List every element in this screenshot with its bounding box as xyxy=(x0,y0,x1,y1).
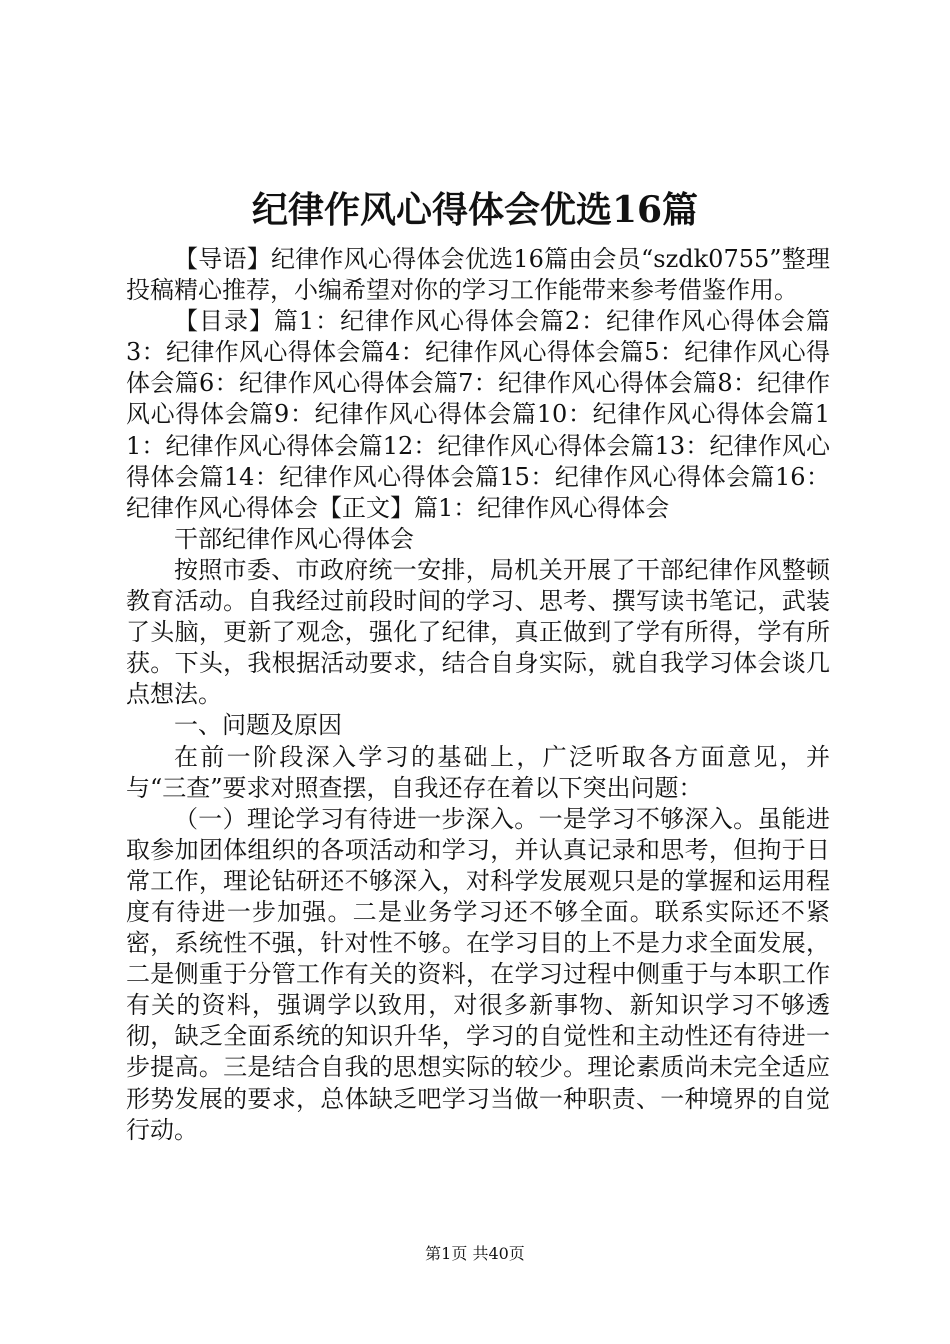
section-heading: 干部纪律作风心得体会 xyxy=(174,524,414,553)
body-paragraph: 按照市委、市政府统一安排，局机关开展了干部纪律作风整顿教育活动。自我经过前段时间的学习、思考、撰写读书笔记，武装了头脑，更新了观念，强化了纪律，真正做到了学有所得，学有所获。下头，我根据活动要求，结合自身实际，就自我学习体会谈几点想法。 xyxy=(126,555,830,709)
document-title: 纪律作风心得体会优选16篇 xyxy=(251,189,699,231)
intro-paragraph: 【导语】纪律作风心得体会优选16篇由会员“szdk0755”整理投稿精心推荐，小编希望对你的学习工作能带来参考借鉴作用。 xyxy=(126,245,830,305)
body-paragraph: （一）理论学习有待进一步深入。一是学习不够深入。虽能进取参加团体组织的各项活动和学习，并认真记录和思考，但拘于日常工作，理论钻研还不够深入，对科学发展观只是的掌握和运用程度有待进一步加强。二是业务学习还不够全面。联系实际还不紧密，系统性不强，针对性不够。在学习目的上不是力求全面发展，二是侧重于分管工作有关的资料，在学习过程中侧重于与本职工作有关的资料，强调学以致用，对很多新事物、新知识学习不够透彻，缺乏全面系统的知识升华，学习的自觉性和主动性还有待进一步提高。三是结合自我的思想实际的较少。理论素质尚未完全适应形势发展的要求，总体缺乏吧学习当做一种职责、一种境界的自觉行动。 xyxy=(126,804,830,1144)
section-heading: 一、问题及原因 xyxy=(174,711,342,740)
body-paragraph: 在前一阶段深入学习的基础上，广泛听取各方面意见，并与“三查”要求对照查摆，自我还存在着以下突出问题： xyxy=(126,742,830,802)
document-body xyxy=(126,244,830,1146)
page-number: 第1页 共40页 xyxy=(425,1244,525,1263)
toc-paragraph: 【目录】篇1：纪律作风心得体会篇2：纪律作风心得体会篇3：纪律作风心得体会篇4：纪律作风心得体会篇5：纪律作风心得体会篇6：纪律作风心得体会篇7：纪律作风心得体会篇8：纪律作风心得体会篇9：纪律作风心得体会篇10：纪律作风心得体会篇11：纪律作风心得体会篇12：纪律作风心得体会篇13：纪律作风心得体会篇14：纪律作风心得体会篇15：纪律作风心得体会篇16：纪律作风心得体会【正文】篇1：纪律作风心得体会 xyxy=(126,307,830,522)
